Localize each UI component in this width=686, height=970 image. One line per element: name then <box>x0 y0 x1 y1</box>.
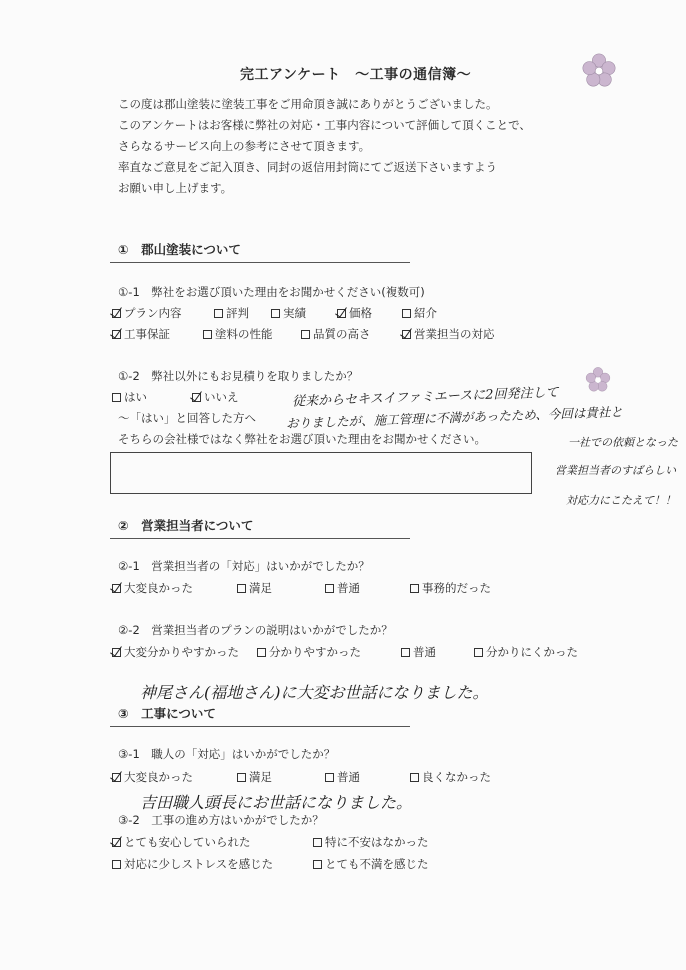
checkbox-option[interactable]: 普通 <box>325 769 360 785</box>
check-box-icon <box>325 584 334 593</box>
check-box-icon <box>112 584 121 593</box>
checkbox-option[interactable]: 普通 <box>325 580 360 596</box>
question-label: ③-2 工事の進め方はいかがでしたか？ <box>118 813 324 827</box>
check-box-icon <box>401 648 410 657</box>
checkbox-option[interactable]: 大変良かった <box>112 580 193 596</box>
handwritten-answer: 営業担当者のすばらしい <box>555 464 676 477</box>
intro-line: この度は郡山塗装に塗装工事をご用命頂き誠にありがとうございました。 <box>118 97 498 111</box>
intro-line: 率直なご意見をご記入頂き、同封の返信用封筒にてご返送下さいますよう <box>118 160 498 174</box>
divider <box>110 262 410 263</box>
checkbox-option[interactable]: 大変分かりやすかった <box>112 644 239 660</box>
check-box-icon <box>203 330 212 339</box>
checkbox-option[interactable]: 品質の高さ <box>301 326 371 342</box>
question-label: ③-1 職人の「対応」はいかがでしたか？ <box>118 747 336 761</box>
checkbox-option[interactable]: 紹介 <box>402 305 437 321</box>
free-answer-box[interactable] <box>110 452 532 494</box>
checkbox-option[interactable]: とても不満を感じた <box>313 856 429 872</box>
flower-icon <box>580 52 618 90</box>
section-title: ② 営業担当者について <box>118 518 254 533</box>
checkbox-option[interactable]: はい <box>112 389 147 405</box>
check-box-icon <box>237 584 246 593</box>
divider <box>110 538 410 539</box>
check-box-icon <box>337 309 346 318</box>
checkbox-option[interactable]: 満足 <box>237 580 272 596</box>
checkbox-option[interactable]: 満足 <box>237 769 272 785</box>
page-title: 完工アンケート ～工事の通信簿～ <box>240 67 472 83</box>
checkbox-option[interactable]: 良くなかった <box>410 769 491 785</box>
followup-label: そちらの会社様ではなく弊社をお選び頂いた理由をお聞かせください。 <box>118 432 486 446</box>
checkbox-option[interactable]: 普通 <box>401 644 436 660</box>
checkbox-option[interactable]: 工事保証 <box>112 326 170 342</box>
checkbox-option[interactable]: 営業担当の対応 <box>402 326 495 342</box>
handwritten-answer: 吉田職人頭長にお世話になりました。 <box>140 793 413 812</box>
section-title: ③ 工事について <box>118 706 216 721</box>
check-box-icon <box>112 309 121 318</box>
handwritten-answer: 一社での依頼となった <box>568 436 678 449</box>
check-box-icon <box>112 393 121 402</box>
checkbox-option[interactable]: 大変良かった <box>112 769 193 785</box>
followup-label: ～「はい」と回答した方へ <box>118 411 256 425</box>
checkbox-option[interactable]: 実績 <box>271 305 306 321</box>
check-box-icon <box>301 330 310 339</box>
checkbox-option[interactable]: 対応に少しストレスを感じた <box>112 856 273 872</box>
question-label: ②-1 営業担当者の「対応」はいかがでしたか？ <box>118 559 370 573</box>
checkbox-option[interactable]: プラン内容 <box>112 305 182 321</box>
handwritten-answer: 神尾さん(福地さん)に大変お世話になりました。 <box>140 683 489 702</box>
check-box-icon <box>313 860 322 869</box>
intro-line: さらなるサービス向上の参考にさせて頂きます。 <box>118 139 371 153</box>
checkbox-option[interactable]: 価格 <box>337 305 372 321</box>
check-box-icon <box>112 330 121 339</box>
divider <box>110 726 410 727</box>
question-label: ①-2 弊社以外にもお見積りを取りましたか？ <box>118 369 359 383</box>
checkbox-option[interactable]: 評判 <box>214 305 249 321</box>
check-box-icon <box>214 309 223 318</box>
check-box-icon <box>402 330 411 339</box>
section-title: ① 郡山塗装について <box>118 242 241 257</box>
check-box-icon <box>112 773 121 782</box>
check-box-icon <box>402 309 411 318</box>
check-box-icon <box>313 838 322 847</box>
question-label: ①-1 弊社をお選び頂いた理由をお聞かせください(複数可) <box>118 285 425 299</box>
handwritten-answer: 従来からセキスイファミエースに2回発注して <box>291 385 559 410</box>
question-label: ②-2 営業担当者のプランの説明はいかがでしたか？ <box>118 623 393 637</box>
check-box-icon <box>410 584 419 593</box>
check-box-icon <box>192 393 201 402</box>
check-box-icon <box>257 648 266 657</box>
checkbox-option[interactable]: 塗料の性能 <box>203 326 273 342</box>
checkbox-option[interactable]: とても安心していられた <box>112 834 251 850</box>
check-box-icon <box>474 648 483 657</box>
checkbox-option[interactable]: 分かりにくかった <box>474 644 578 660</box>
handwritten-answer: おりましたが、施工管理に不満があったため、今回は貴社と <box>285 404 624 431</box>
checkbox-option[interactable]: 事務的だった <box>410 580 491 596</box>
check-box-icon <box>112 648 121 657</box>
check-box-icon <box>410 773 419 782</box>
check-box-icon <box>325 773 334 782</box>
checkbox-option[interactable]: 分かりやすかった <box>257 644 361 660</box>
check-box-icon <box>271 309 280 318</box>
intro-line: このアンケートはお客様に弊社の対応・工事内容について評価して頂くことで、 <box>118 118 531 132</box>
checkbox-option[interactable]: いいえ <box>192 389 239 405</box>
intro-line: お願い申し上げます。 <box>118 181 233 195</box>
handwritten-answer: 対応力にこたえて！！ <box>566 494 676 507</box>
check-box-icon <box>237 773 246 782</box>
check-box-icon <box>112 860 121 869</box>
checkbox-option[interactable]: 特に不安はなかった <box>313 834 429 850</box>
check-box-icon <box>112 838 121 847</box>
flower-icon <box>584 366 612 394</box>
